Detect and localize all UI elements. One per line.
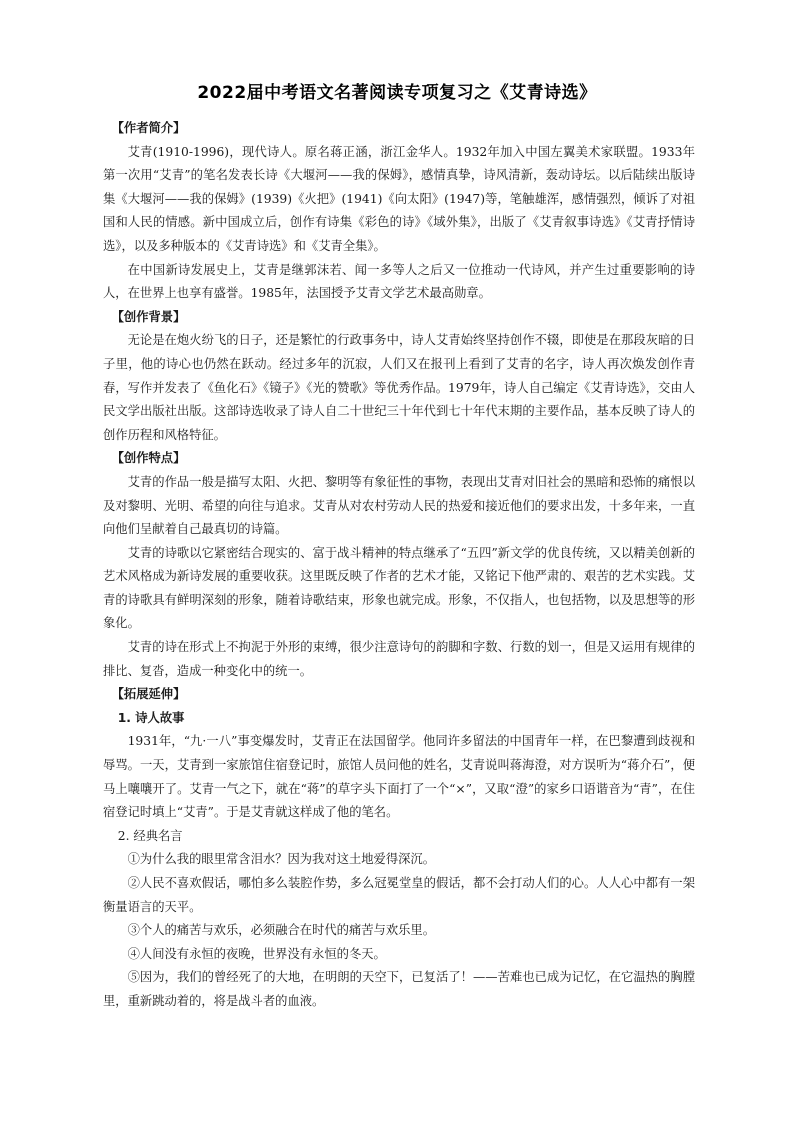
features-paragraph-1: 艾青的作品一般是描写太阳、火把、黎明等有象征性的事物，表现出艾青对旧社会的黑暗和恐怖的痛恨以及对黎明、光明、希望的向往与追求。艾青从对农村劳动人民的热爱和接近他们的要求出发，十多年来，一直向他们呈献着自己最真切的诗篇。 — [103, 474, 695, 537]
quote-item: ⑤因为，我们的曾经死了的大地，在明朗的天空下，已复活了！——苦难也已成为记忆，在它温热的胸膛里，重新跳动着的，将是战斗者的血液。 — [103, 970, 695, 1008]
extension-heading: 【拓展延伸】 — [111, 687, 186, 702]
quote-item: ①为什么我的眼里常含泪水？因为我对这土地爱得深沉。 — [127, 852, 436, 867]
quote-item: ④人间没有永恒的夜晚，世界没有永恒的冬天。 — [127, 946, 386, 961]
quote-item: ②人民不喜欢假话，哪怕多么装腔作势，多么冠冕堂皇的假话，都不会打动人们的心。人人心中都有一架衡量语言的天平。 — [103, 876, 695, 914]
background-heading: 【创作背景】 — [111, 309, 186, 324]
features-paragraph-2: 艾青的诗歌以它紧密结合现实的、富于战斗精神的特点继承了“五四”新文学的优良传统，又以精美创新的艺术风格成为新诗发展的重要收获。这里既反映了作者的艺术才能，又铭记下他严肃的、艰苦的艺术实践。艾青的诗歌具有鲜明深刻的形象，随着诗歌结束，形象也就完成。形象，不仅指人，也包括物，以及思想等的形象化。 — [103, 545, 695, 631]
quote-item: ③个人的痛苦与欢乐，必须融合在时代的痛苦与欢乐里。 — [127, 923, 436, 938]
author-paragraph-1: 艾青(1910-1996)，现代诗人。原名蒋正涵，浙江金华人。1932年加入中国左翼美术家联盟。1933年第一次用“艾青”的笔名发表长诗《大堰河——我的保姆》，感情真挚，诗风清新，轰动诗坛。以后陆续出版诗集《大堰河——我的保姆》(1939)《火把》(1941)《向太阳》(1947)等，笔触雄浑，感情强烈，倾诉了对祖国和人民的情感。新中国成立后，创作有诗集《彩色的诗》《域外集》，出版了《艾青叙事诗选》《艾青抒情诗选》，以及多种版本的《艾青诗选》和《艾青全集》。 — [103, 144, 695, 253]
document-body — [103, 117, 695, 1014]
story-heading: 1. 诗人故事 — [117, 710, 185, 725]
quotes-heading: 2. 经典名言 — [117, 828, 183, 843]
author-paragraph-2: 在中国新诗发展史上，艾青是继郭沫若、闻一多等人之后又一位推动一代诗风，并产生过重要影响的诗人，在世界上也享有盛誉。1985年，法国授予艾青文学艺术最高勋章。 — [103, 262, 695, 301]
features-heading: 【创作特点】 — [111, 451, 186, 466]
page-title: 2022届中考语文名著阅读专项复习之《艾青诗选》 — [197, 83, 597, 103]
author-heading: 【作者简介】 — [111, 121, 186, 135]
background-paragraph-1: 无论是在炮火纷飞的日子，还是繁忙的行政事务中，诗人艾青始终坚持创作不辍，即使是在那段灰暗的日子里，他的诗心也仍然在跃动。经过多年的沉寂，人们又在报刊上看到了艾青的名字，诗人再次焕发创作青春，写作并发表了《鱼化石》《镜子》《光的赞歌》等优秀作品。1979年，诗人自己编定《艾青诗选》，交由人民文学出版社出版。这部诗选收录了诗人自二十世纪三十年代到七十年代末期的主要作品，基本反映了诗人的创作历程和风格特征。 — [103, 333, 695, 442]
features-paragraph-3: 艾青的诗在形式上不拘泥于外形的束缚，很少注意诗句的韵脚和字数、行数的划一，但是又运用有规律的排比、复沓，造成一种变化中的统一。 — [103, 640, 695, 678]
story-paragraph-1: 1931年，“九·一八”事变爆发时，艾青正在法国留学。他同许多留法的中国青年一样，在巴黎遭到歧视和辱骂。一天，艾青到一家旅馆住宿登记时，旅馆人员问他的姓名，艾青说叫蒋海澄，对方误听为“蒋介石”，便马上嚷嚷开了。艾青一气之下，就在“蒋”的草字头下面打了一个“×”，又取“澄”的家乡口语谐音为“青”，在住宿登记时填上“艾青”。于是艾青就这样成了他的笔名。 — [103, 734, 695, 820]
